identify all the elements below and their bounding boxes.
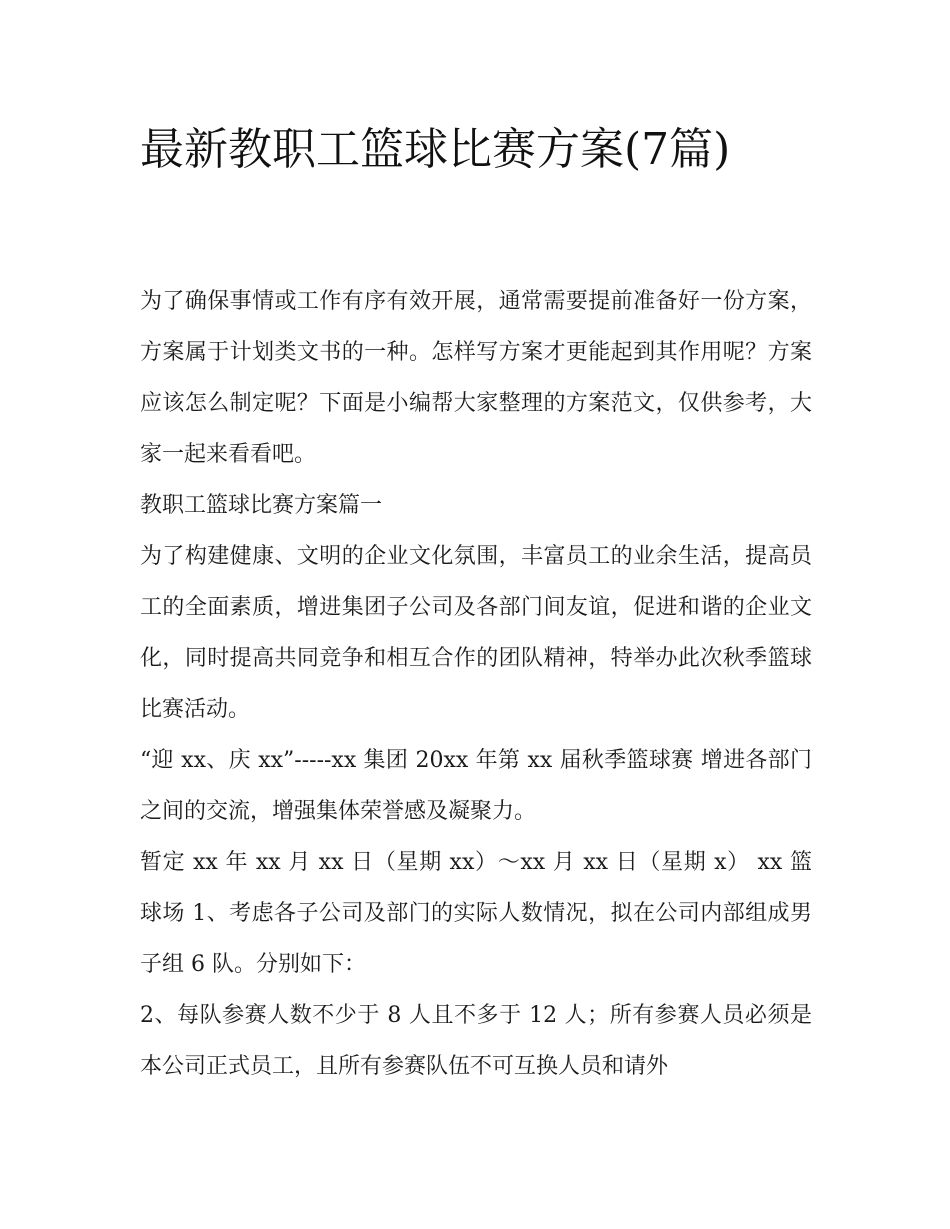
purpose-paragraph: 为了构建健康、文明的企业文化氛围，丰富员工的业余生活，提高员工的全面素质，增进集团子公司及各部门间友谊，促进和谐的企业文化，同时提高共同竞争和相互合作的团队精神，特举办此次秋季篮球比赛活动。 [140,544,812,722]
section-heading: 教职工篮球比赛方案篇一 [140,493,383,518]
schedule-paragraph: 暂定 xx 年 xx 月 xx 日（星期 xx）～xx 月 xx 日（星期 x） xx 篮球场 1、考虑各子公司及部门的实际人数情况，拟在公司内部组成男子组 6 队。分别如下： [140,850,812,977]
intro-paragraph: 为了确保事情或工作有序有效开展，通常需要提前准备好一份方案，方案属于计划类文书的一种。怎样写方案才更能起到其作用呢？方案应该怎么制定呢？下面是小编帮大家整理的方案范文，仅供参考，大家一起来看看吧。 [140,289,812,467]
rules-paragraph: 2、每队参赛人数不少于 8 人且不多于 12 人；所有参赛人员必须是本公司正式员工，且所有参赛队伍不可互换人员和请外 [140,1003,812,1079]
document-title: 最新教职工篮球比赛方案(7篇) [140,124,731,175]
theme-paragraph: “迎 xx、庆 xx”-----xx 集团 20xx 年第 xx 届秋季篮球赛 增进各部门之间的交流，增强集体荣誉感及凝聚力。 [140,748,812,824]
document-body [140,276,812,1092]
